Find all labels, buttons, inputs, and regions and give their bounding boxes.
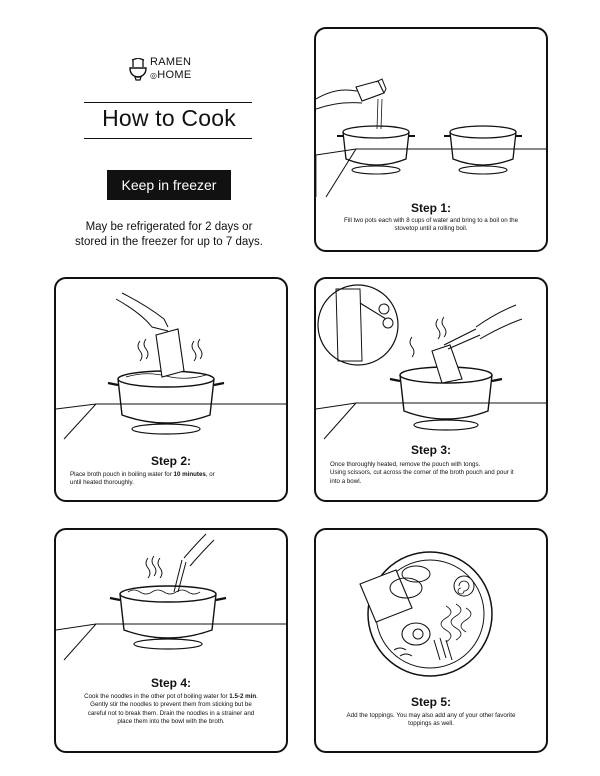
step-5-card (314, 528, 548, 753)
step-3-line-1: Once thoroughly heated, remove the pouch with tongs. (330, 461, 481, 468)
step-2-illustration (56, 279, 288, 502)
step-4-line-1: Cook the noodles in the other pot of boiling water for 1.5-2 min. (84, 693, 258, 700)
step-5-text (330, 712, 532, 729)
step-3-line-3: into a bowl. (330, 477, 362, 485)
heading-rule-top (84, 102, 252, 103)
step-5-line-1: Add the toppings. You may also add any of your other favorite (346, 712, 516, 719)
step-4-line-3: careful not to break them. Drain the noodles in a strainer and (87, 709, 255, 717)
step-2-title: Step 2: (150, 454, 191, 468)
intro-line-1: May be refrigerated for 2 days or (85, 221, 253, 233)
step-3-line-2: Using scissors, cut across the corner of the broth pouch and pour it (330, 469, 514, 477)
step-1-line-1: Fill two pots each with 8 cups of water and bring to a boil on the (343, 217, 519, 224)
step-4-line-4: place them into the bowl with the broth. (117, 718, 225, 726)
heading-rule-bottom (84, 138, 252, 139)
step-2-line-1: Place broth pouch in boiling water for 10 minutes, or (70, 471, 215, 478)
storage-intro (54, 220, 284, 250)
step-5-line-2: toppings as well. (408, 720, 454, 728)
intro-line-2: stored in the freezer for up to 7 days. (75, 236, 263, 248)
step-1-line-2: stovetop until a rolling boil. (394, 225, 468, 233)
step-4-card (54, 528, 288, 753)
brand-line-1: RAMEN (150, 56, 192, 68)
storage-badge: Keep in freezer (107, 170, 231, 200)
step-1-title: Step 1: (410, 201, 451, 215)
step-1-card (314, 27, 548, 252)
page-title: How to Cook (102, 105, 236, 131)
at-symbol: ◎ (150, 71, 158, 80)
step-2-line-2: until heated thoroughly. (70, 479, 134, 487)
step-2-text (70, 471, 272, 488)
brand-line-2: ◎HOME (150, 69, 192, 81)
step-4-text (70, 693, 272, 727)
step-4-title: Step 4: (150, 676, 191, 690)
step-3-text (330, 461, 532, 486)
step-4-duration: 1.5-2 min (229, 693, 257, 700)
step-2-card (54, 277, 288, 502)
step-2-duration: 10 minutes (173, 471, 206, 478)
step-3-title: Step 3: (410, 443, 451, 457)
step-1-text (330, 217, 532, 234)
step-4-line-2: Gently stir the noodles to prevent them from sticking but be (90, 701, 252, 709)
brand-logo (128, 54, 218, 88)
step-3-card (314, 277, 548, 502)
step-5-title: Step 5: (410, 695, 451, 709)
ramen-bowl-icon (128, 58, 148, 84)
